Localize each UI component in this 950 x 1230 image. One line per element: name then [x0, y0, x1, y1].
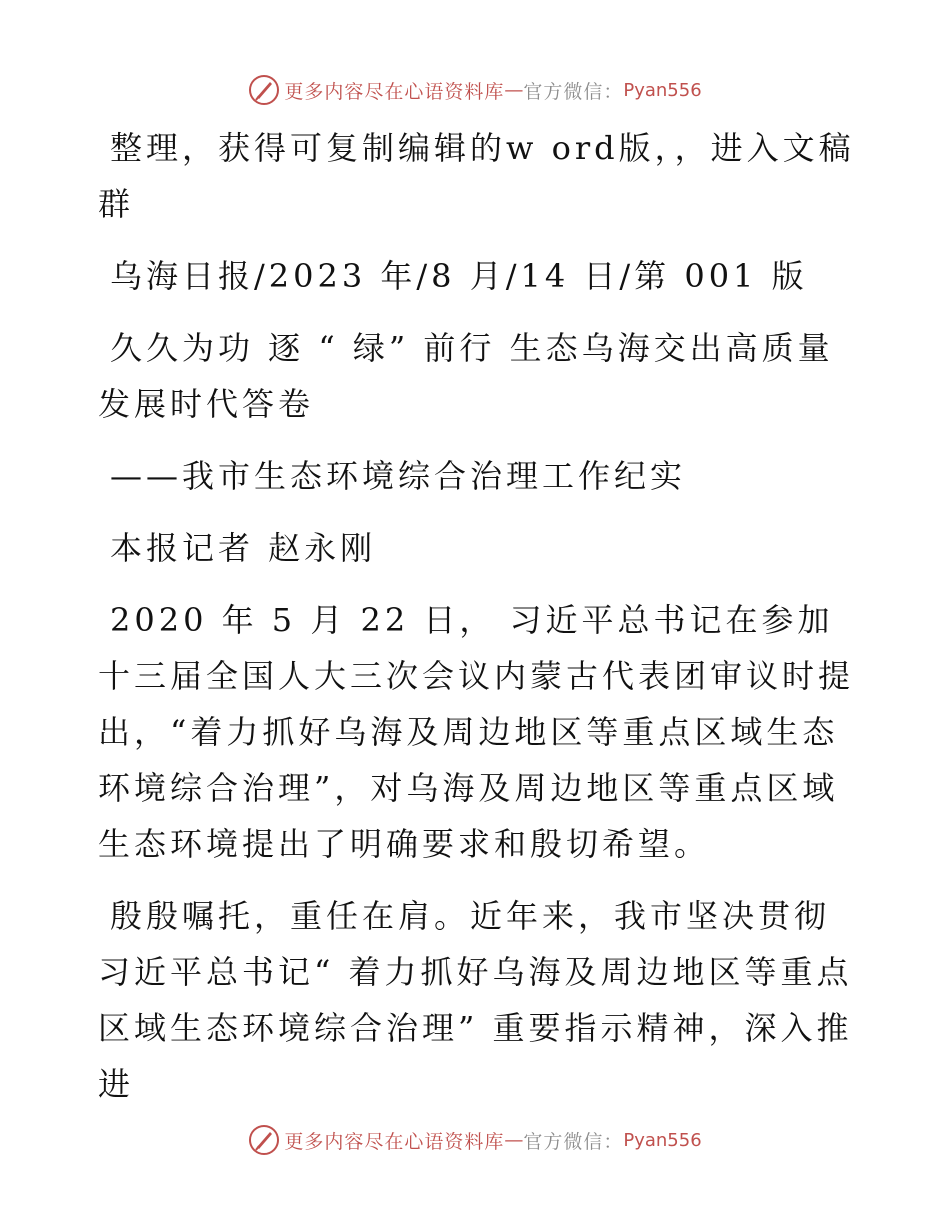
quill-logo-icon — [248, 74, 280, 106]
watermark-tail: 官方微信： — [523, 1130, 624, 1153]
watermark-tail: 官方微信： — [523, 80, 624, 103]
source-line: 乌海日报/2023 年/8 月/14 日/第 001 版 — [110, 257, 808, 295]
byline: 本报记者 赵永刚 — [110, 529, 377, 567]
quill-logo-icon — [248, 1124, 280, 1156]
article-body — [98, 120, 858, 1128]
body-paragraph: 2020 年 5 月 22 日， 习近平总书记在参加十三届全国人大三次会议内蒙古代表团审议时提出，“着力抓好乌海及周边地区等重点区域生态环境综合治理”，对乌海及周边地区等重点区域生态环境提出了明确要求和殷切希望。 — [98, 601, 855, 863]
intro-line: 整理，获得可复制编辑的w ord版，，进入文稿群 — [98, 129, 855, 223]
watermark-separator: — — [504, 79, 524, 101]
watermark-header — [0, 70, 950, 110]
watermark-separator: — — [504, 1129, 524, 1151]
article-subtitle: ——我市生态环境综合治理工作纪实 — [110, 457, 687, 495]
body-paragraph: 殷殷嘱托，重任在肩。近年来，我市坚决贯彻习近平总书记“ 着力抓好乌海及周边地区等重点区域生态环境综合治理” 重要指示精神，深入推进 — [98, 897, 853, 1103]
watermark-footer — [0, 1120, 950, 1160]
watermark-id: Pyan556 — [623, 79, 702, 101]
article-title: 久久为功 逐 “ 绿” 前行 生态乌海交出高质量发展时代答卷 — [98, 329, 834, 423]
watermark-id: Pyan556 — [623, 1129, 702, 1151]
watermark-brand: 更多内容尽在心语资料库 — [284, 1130, 505, 1153]
watermark-brand: 更多内容尽在心语资料库 — [284, 80, 505, 103]
